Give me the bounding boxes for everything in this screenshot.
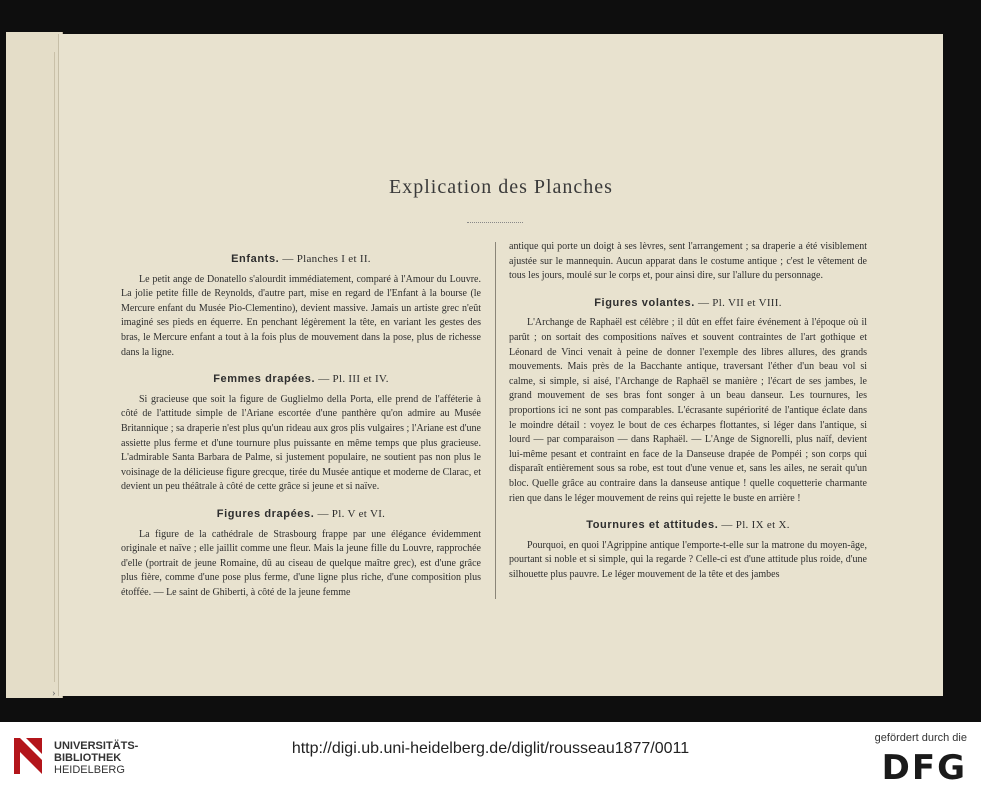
footer-bar xyxy=(0,722,981,794)
section-heading-plates: — Pl. VII et VIII. xyxy=(694,296,782,309)
dfg-logo[interactable]: DFG xyxy=(881,748,967,788)
right-column xyxy=(509,240,867,582)
section-heading-title: Tournures et attitudes. xyxy=(586,519,719,532)
body-paragraph: Pourquoi, en quoi l'Agrippine antique l'emporte-t-elle sur la matrone du moyen-âge, pourtant si noble et si simple, qui la regarde ? Celle-ci est d'une attitude plus roide, d'une silhouette plus pauvre. Le léger mouvement de la tête et des jambes xyxy=(509,539,867,580)
logo-line-1: UNIVERSITÄTS- xyxy=(54,740,139,752)
section-heading xyxy=(509,296,867,311)
body-paragraph: Si gracieuse que soit la figure de Guglielmo della Porta, elle prend de l'afféterie à côté de l'attitude simple de l'Ariane escortée d'une panthère qu'on admire au Musée Britannique ; sa draperie n'est plus qu'un rideau aux gros plis vulgaires ; l'Ariane est d'une assiette plus ferme et d'une tournure plus puissante en même temps que plus gracieuse. L'admirable Santa Barbara de Palme, si justement populaire, ne soutient pas non plus le voisinage de la délicieuse figure grecque, tirée du Musée antique et moderne de Clarac, et devient un peu théâtrale à côté de cette grâce si jeune et si naïve. xyxy=(121,393,481,493)
body-paragraph: antique qui porte un doigt à ses lèvres, sent l'arrangement ; sa draperie a été visiblement ajustée sur le mannequin. Aucun apparat dans le costume antique ; c'est le vêtement de tous les jours, moulé sur le corps et, pour ainsi dire, sur l'allure du personnage. xyxy=(509,241,867,282)
section-heading-plates: — Pl. V et VI. xyxy=(314,507,386,520)
left-page-edge xyxy=(6,32,63,698)
page-url-link[interactable]: http://digi.ub.uni-heidelberg.de/diglit/rousseau1877/0011 xyxy=(291,740,690,757)
page-fold-line xyxy=(54,52,55,682)
section-heading-title: Enfants. xyxy=(231,253,280,265)
section-heading-plates: — Planches I et II. xyxy=(279,253,371,265)
page-title: Explication des Planches xyxy=(389,176,613,198)
section-heading-plates: — Pl. III et IV. xyxy=(315,373,389,386)
logo-line-3: HEIDELBERG xyxy=(54,764,125,776)
left-column xyxy=(121,240,481,600)
section-heading-title: Figures volantes. xyxy=(594,296,695,309)
title-rule xyxy=(467,222,523,223)
section-heading-title: Femmes drapées. xyxy=(213,373,316,386)
section-heading xyxy=(121,507,481,522)
section-heading-title: Figures drapées. xyxy=(216,507,315,520)
body-paragraph: Le petit ange de Donatello s'alourdit immédiatement, comparé à l'Amour du Louvre. La jolie petite fille de Reynolds, d'autre part, mise en regard de l'Enfant à la bourse (le Mercure enfant du Musée Pio-Clementino), devient massive. Jamais un artiste grec n'eût imaginé ses pieds en équerre. En penchant légèrement la tête, en variant les gestes des bras, le Mercure enfant a tout à la fois plus de mouvement dans la pose, plus de richesse dans la ligne. xyxy=(121,273,481,358)
page-edge-mark: › xyxy=(52,687,56,699)
section-heading xyxy=(509,518,867,533)
section-heading xyxy=(121,372,481,387)
section-heading xyxy=(121,252,481,267)
body-paragraph: La figure de la cathédrale de Strasbourg frappe par une élégance évidemment originale et naïve ; elle jaillit comme une fleur. Mais la jeune fille du Louvre, rapprochée d'elle (portrait de jeune Romaine, dû au ciseau de quelque maître grec), est d'une grâce plus fière, comme d'une pose plus ferme, d'une ligne plus riche, d'une composition plus étoffée. — Le saint de Ghiberti, à côté de la jeune femme xyxy=(121,528,481,598)
right-page xyxy=(58,34,943,696)
section-heading-plates: — Pl. IX et X. xyxy=(718,519,790,532)
column-divider xyxy=(495,242,496,599)
logo-line-2: BIBLIOTHEK xyxy=(54,752,122,764)
body-paragraph: L'Archange de Raphaël est célèbre ; il dût en effet faire événement à l'époque où il parût ; on sortait des compositions naïves et souvent contraintes de l'art gothique et Léonard de Vinci venait à peine de donner l'exemple des libres allures, des grands mouvements. Mais près de la Bacchante antique, traversant l'éther d'un beau vol si calme, si simple, si aisé, l'Archange de Raphaël se manière ; l'écart de ses jambes, le grand mouvement de ses bras font songer à un beau danseur. Les tournures, les proportions ici ne sont pas comparables. L'écrasante supériorité de l'antique éclate dans le moindre détail : voyez le bout de ces écharpes flottantes, si léger dans l'antique, si lourd — par comparaison — dans Raphaël. — L'Ange de Signorelli, plus naïf, devient lui-même pesant et contraint en face de la Danseuse drapée de Pompéi ; son corps qui disparaît entièrement sous sa robe, est tout d'une venue et, sans les ailes, ne serait qu'un bloc. Quelle grâce au contraire dans la danseuse antique ! quelle coquetterie charmante rien que dans le léger mouvement de reins qui rejette le buste en arrière ! xyxy=(509,317,867,504)
funded-by-label: gefördert durch die xyxy=(874,732,967,744)
